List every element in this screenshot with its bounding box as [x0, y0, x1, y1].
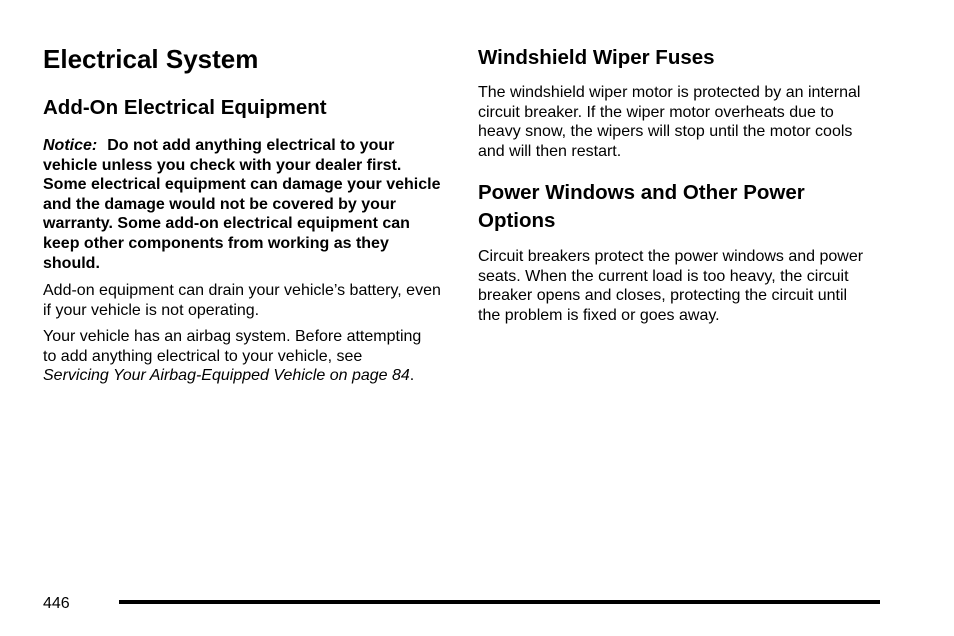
section-heading-wiper-fuses: Windshield Wiper Fuses: [478, 46, 715, 69]
power-windows-paragraph: Circuit breakers protect the power windows and power seats. When the current load is too heavy, the circuit breaker opens and closes, protecting the circuit until the problem is fixed or goes away.: [478, 248, 864, 324]
section-heading-power-windows: Power Windows and Other Power Options: [478, 181, 805, 232]
wiper-paragraph: The windshield wiper motor is protected by an internal circuit breaker. If the wiper motor overheats due to heavy snow, the wipers will stop until the motor cools and will then restart.: [478, 84, 861, 160]
notice-text: Do not add anything electrical to your vehicle unless you check with your dealer first. Some electrical equipment can damage your vehicle and the damage would not be covered by your warranty. Some add-on electrical equipment can keep other components from working as they should.: [43, 137, 441, 272]
page-number: 446: [43, 595, 70, 612]
airbag-period: .: [409, 367, 415, 385]
page-title: Electrical System: [43, 44, 259, 74]
notice-label: Notice:: [43, 137, 98, 154]
airbag-text: Your vehicle has an airbag system. Before attempting to add anything electrical to your vehicle, see: [43, 328, 422, 365]
airbag-reference-link[interactable]: Servicing Your Airbag-Equipped Vehicle on page 84: [43, 367, 410, 385]
battery-paragraph: Add-on equipment can drain your vehicle’s battery, even if your vehicle is not operating.: [43, 282, 441, 319]
notice-paragraph: [43, 136, 448, 273]
footer-rule: [119, 600, 880, 604]
section-heading-add-on: Add-On Electrical Equipment: [43, 96, 327, 119]
airbag-paragraph: [43, 327, 423, 386]
